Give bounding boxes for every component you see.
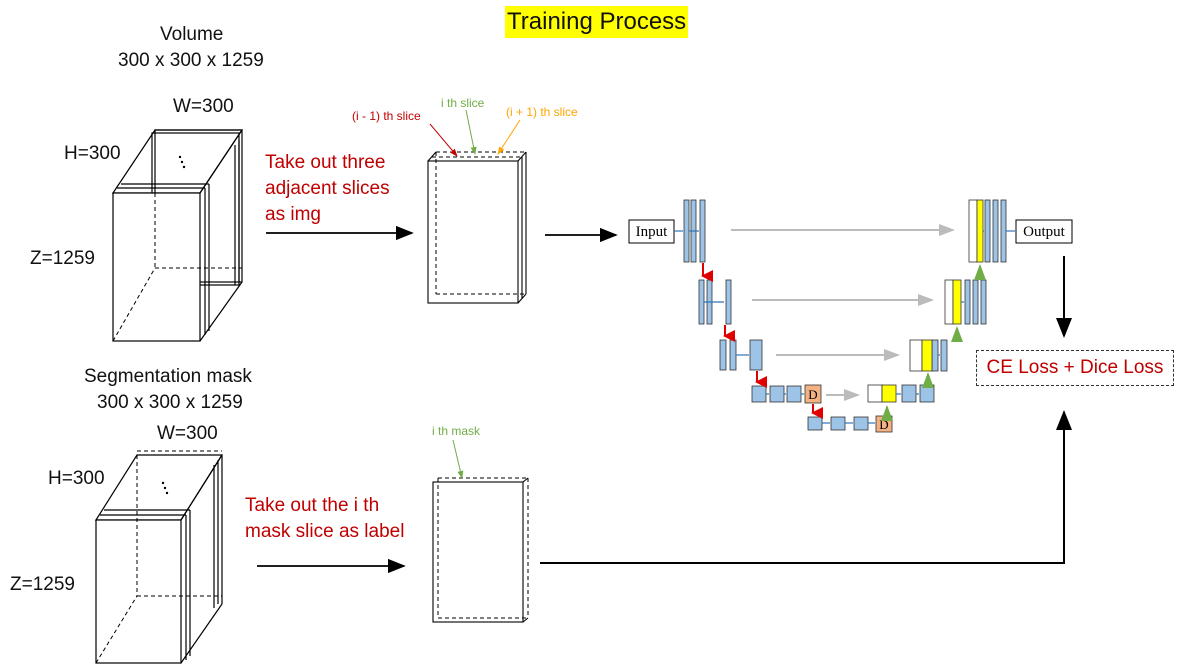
loss-box: CE Loss + Dice Loss <box>976 350 1174 386</box>
mask-slice-pointer <box>453 440 462 478</box>
mask-slice-label: i th mask <box>432 424 481 438</box>
curr-slice-label: i th slice <box>441 96 485 110</box>
mask-depth-label: Z=1259 <box>10 574 75 595</box>
volume-width-label: W=300 <box>173 96 234 117</box>
unet-down-marker-1: D <box>808 387 818 402</box>
prev-slice-label: (i - 1) th slice <box>352 109 421 123</box>
volume-dims: 300 x 300 x 1259 <box>118 50 264 71</box>
diagram-title: Training Process <box>505 6 688 38</box>
unet-output-label: Output <box>1023 224 1065 240</box>
curr-slice-pointer <box>466 110 475 154</box>
mask-height-label: H=300 <box>48 468 105 489</box>
mask-dims: 300 x 300 x 1259 <box>97 392 243 413</box>
mask-title: Segmentation mask <box>84 366 252 387</box>
volume-title: Volume <box>160 24 224 45</box>
volume-height-label: H=300 <box>64 143 121 164</box>
next-slice-label: (i + 1) th slice <box>506 105 578 119</box>
unet-down-marker-2: D <box>879 417 889 432</box>
next-slice-pointer <box>498 120 520 154</box>
mask-width-label: W=300 <box>157 423 218 444</box>
arrow-label-to-loss <box>540 412 1064 563</box>
volume-dots <box>179 156 185 168</box>
volume-depth-label: Z=1259 <box>30 248 95 269</box>
three-slices-stack <box>428 152 526 303</box>
step-take-img-text: Take out three adjacent slices as img <box>265 152 390 225</box>
unet-input-label: Input <box>635 224 668 240</box>
unet-diagram <box>629 200 1072 432</box>
mask-slice <box>433 478 528 622</box>
step-take-label-text: Take out the i th mask slice as label <box>245 495 405 542</box>
mask-dots <box>162 482 168 494</box>
volume-cuboid <box>113 130 242 341</box>
prev-slice-pointer <box>430 124 457 156</box>
